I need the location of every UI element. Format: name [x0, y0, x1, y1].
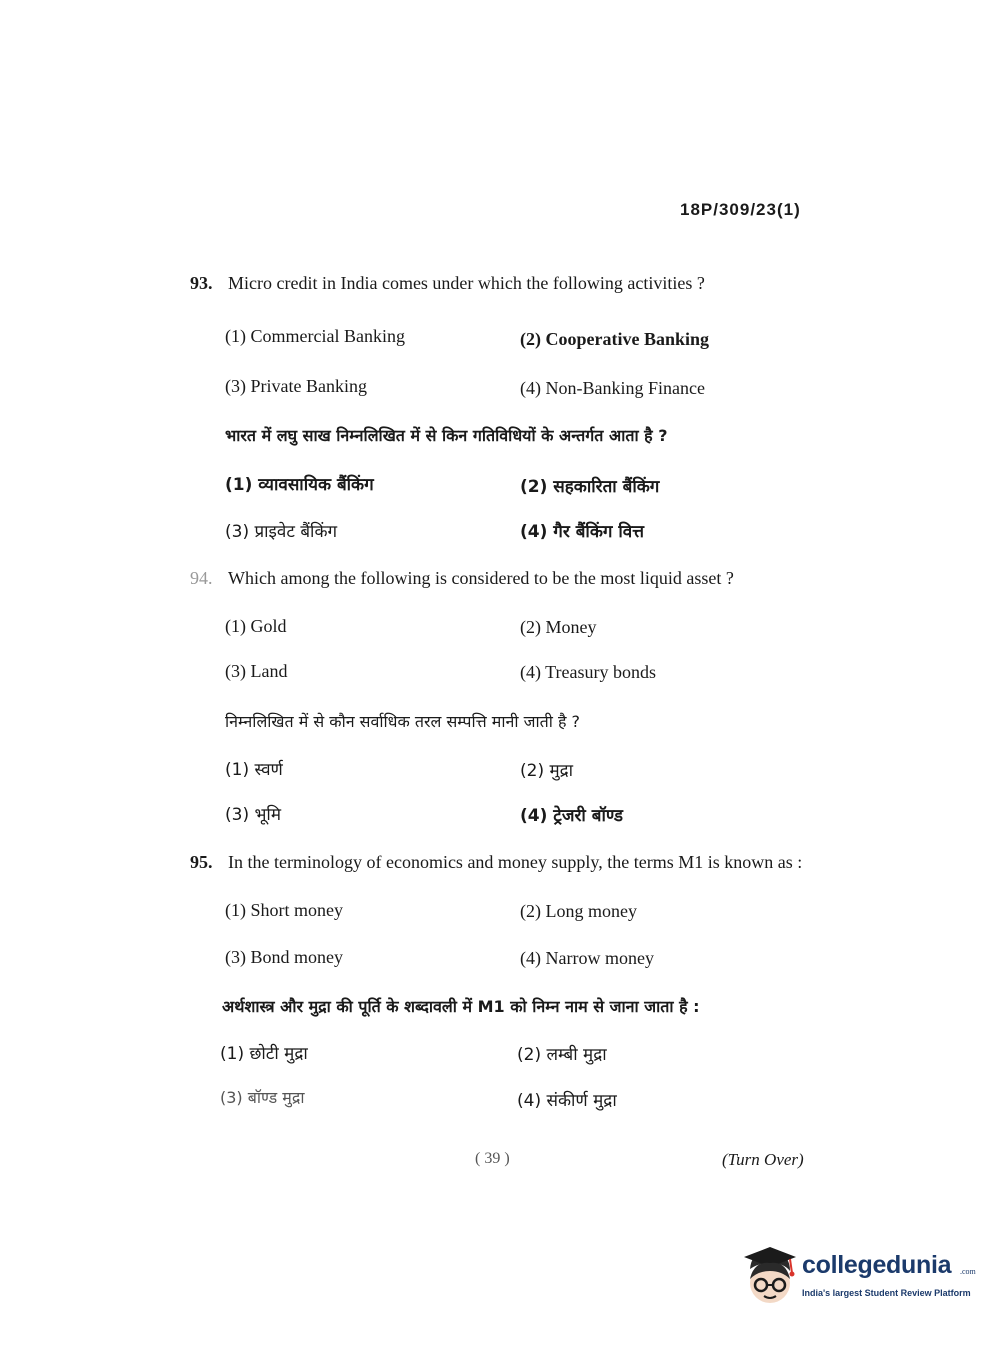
option-3: (3) Land	[225, 661, 288, 681]
question-number: 93.	[190, 273, 213, 293]
hindi-option-2: (2) लम्बी मुद्रा	[517, 1045, 607, 1065]
brand-suffix: .com	[960, 1267, 976, 1276]
hindi-option-1: (1) स्वर्ण	[225, 760, 283, 780]
turn-over-label: (Turn Over)	[722, 1150, 804, 1169]
option-2: (2) Long money	[520, 901, 637, 921]
question-text: Which among the following is considered to be the most liquid asset ?	[228, 568, 734, 588]
page-number: ( 39 )	[475, 1150, 510, 1167]
question-hindi-text: निम्नलिखित में से कौन सर्वाधिक तरल सम्पत्ति मानी जाती है ?	[225, 712, 581, 731]
hindi-option-2: (2) मुद्रा	[520, 761, 574, 781]
hindi-option-2: (2) सहकारिता बैंकिंग	[520, 477, 660, 497]
paper-code: 18P/309/23(1)	[680, 200, 801, 219]
hindi-option-4: (4) ट्रेजरी बॉण्ड	[520, 806, 624, 826]
student-mascot-icon	[740, 1245, 798, 1311]
question-number: 94.	[190, 568, 213, 588]
hindi-option-4: (4) गैर बैंकिंग वित्त	[520, 522, 644, 542]
option-1: (1) Gold	[225, 616, 287, 636]
question-hindi-text: भारत में लघु साख निम्नलिखित में से किन गतिविधियों के अन्तर्गत आता है ?	[225, 426, 668, 445]
brand-name: collegedunia	[802, 1251, 952, 1279]
question-hindi-text: अर्थशास्त्र और मुद्रा की पूर्ति के शब्दावली में M1 को निम्न नाम से जाना जाता है :	[222, 997, 700, 1016]
option-2: (2) Money	[520, 617, 597, 637]
option-4: (4) Non-Banking Finance	[520, 378, 705, 398]
question-94	[190, 568, 734, 589]
hindi-option-1: (1) छोटी मुद्रा	[220, 1044, 308, 1064]
option-3: (3) Private Banking	[225, 376, 367, 396]
collegedunia-logo[interactable]	[740, 1245, 976, 1315]
option-4: (4) Narrow money	[520, 948, 654, 968]
hindi-option-3: (3) भूमि	[225, 805, 282, 825]
hindi-option-3: (3) बॉण्ड मुद्रा	[220, 1088, 305, 1107]
question-95	[190, 852, 802, 873]
option-3: (3) Bond money	[225, 947, 343, 967]
option-2: (2) Cooperative Banking	[520, 329, 709, 349]
option-1: (1) Short money	[225, 900, 343, 920]
question-text: In the terminology of economics and money supply, the terms M1 is known as :	[228, 852, 803, 872]
question-93	[190, 273, 705, 294]
option-1: (1) Commercial Banking	[225, 326, 405, 346]
hindi-option-4: (4) संकीर्ण मुद्रा	[517, 1091, 617, 1111]
option-4: (4) Treasury bonds	[520, 662, 657, 682]
hindi-option-1: (1) व्यावसायिक बैंकिंग	[225, 475, 374, 495]
brand-tagline: India's largest Student Review Platform	[802, 1288, 971, 1298]
question-number: 95.	[190, 852, 213, 872]
hindi-option-3: (3) प्राइवेट बैंकिंग	[225, 522, 338, 542]
question-text: Micro credit in India comes under which the following activities ?	[228, 273, 705, 293]
